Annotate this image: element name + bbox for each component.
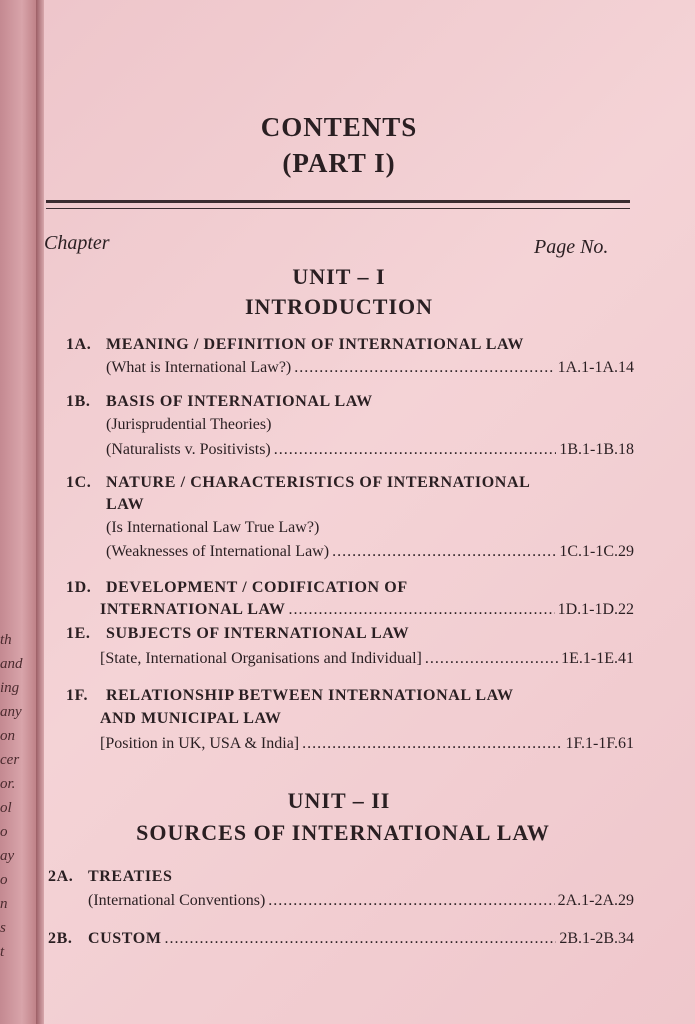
entry-number: 1F.: [66, 687, 89, 704]
entry-1b-title: [66, 393, 632, 411]
unit2-heading: UNIT – II: [287, 788, 391, 813]
entry-1f-title-cont: AND MUNICIPAL LAW: [100, 710, 282, 727]
entry-title-text: NATURE / CHARACTERISTICS OF INTERNATIONAL: [106, 474, 531, 491]
entry-subtitle-text: (International Conventions): [88, 892, 266, 909]
header-rule-thick: [46, 200, 630, 203]
entry-1c-subtitle-2: [106, 543, 634, 561]
entry-subtitle-text: (Weaknesses of International Law): [106, 543, 330, 560]
entry-number: 1D.: [66, 579, 92, 596]
entry-title-text: MEANING / DEFINITION OF INTERNATIONAL LAW: [106, 336, 524, 353]
left-page-fragment: ing: [0, 680, 20, 696]
entry-1d-title-cont: [100, 601, 634, 619]
entry-number: 2B.: [48, 930, 73, 947]
entry-2a-title: [48, 868, 632, 886]
dot-leader: [274, 441, 557, 459]
left-page-edge: [0, 0, 40, 1024]
dot-leader: [425, 650, 558, 668]
dot-leader: [302, 735, 562, 753]
left-page-fragment: on: [0, 728, 15, 744]
page-range: 1C.1-1C.29: [559, 543, 634, 560]
entry-subtitle-text: (Naturalists v. Positivists): [106, 441, 271, 458]
left-page-fragment: and: [0, 656, 23, 672]
left-page-fragment: o: [0, 872, 8, 888]
page-range: 1D.1-1D.22: [557, 601, 634, 618]
entry-1c-title-cont: LAW: [106, 496, 145, 513]
left-page-fragment: any: [0, 704, 22, 720]
dot-leader: [289, 601, 555, 619]
entry-2a-subtitle: [88, 892, 634, 910]
entry-1a-subtitle: [106, 359, 634, 377]
entry-title-text: SUBJECTS OF INTERNATIONAL LAW: [106, 625, 410, 642]
left-page-fragment: ay: [0, 848, 15, 864]
page-title: CONTENTS: [260, 112, 418, 142]
entry-title-text: CUSTOM: [88, 930, 162, 947]
page-range: 2A.1-2A.29: [557, 892, 634, 909]
unit2-subheading: SOURCES OF INTERNATIONAL LAW: [136, 820, 550, 845]
entry-1c-title: [66, 474, 632, 492]
left-page-fragment: ol: [0, 800, 12, 816]
entry-1e-title: [66, 625, 632, 643]
entry-subtitle-text: [Position in UK, USA & India]: [100, 735, 300, 752]
entry-title-text: INTERNATIONAL LAW: [100, 601, 286, 618]
page-range: 1F.1-1F.61: [565, 735, 634, 752]
page-range: 2B.1-2B.34: [559, 930, 634, 947]
dot-leader: [332, 543, 556, 561]
entry-1f-title: [66, 687, 632, 705]
header-rule-thin: [46, 208, 630, 209]
entry-title-text: RELATIONSHIP BETWEEN INTERNATIONAL LAW: [106, 687, 514, 704]
entry-1b-subtitle-2: [106, 441, 634, 459]
entry-number: 1B.: [66, 393, 91, 410]
chapter-column-label: Chapter: [44, 232, 110, 254]
entry-title-text: TREATIES: [88, 868, 173, 885]
entry-title-text: BASIS OF INTERNATIONAL LAW: [106, 393, 373, 410]
entry-1b-subtitle-1: (Jurisprudential Theories): [106, 416, 272, 433]
entry-1a-title: [66, 336, 632, 354]
entry-number: 1C.: [66, 474, 92, 491]
unit1-heading: UNIT – I: [292, 264, 386, 289]
dot-leader: [268, 892, 554, 910]
left-page-fragment: or.: [0, 776, 16, 792]
entry-number: 2A.: [48, 868, 74, 885]
entry-subtitle-text: [State, International Organisations and Individual]: [100, 650, 422, 667]
left-page-fragment: n: [0, 896, 8, 912]
entry-1f-subtitle: [100, 735, 634, 753]
page-range: 1A.1-1A.14: [557, 359, 634, 376]
left-page-fragment: o: [0, 824, 8, 840]
contents-page: [44, 0, 695, 1024]
entry-title-text: DEVELOPMENT / CODIFICATION OF: [106, 579, 408, 596]
left-page-fragment: cer: [0, 752, 20, 768]
left-page-fragment: t: [0, 944, 5, 960]
page-range: 1E.1-1E.41: [561, 650, 634, 667]
entry-2b-title: [48, 930, 634, 948]
entry-number: 1A.: [66, 336, 92, 353]
page-range: 1B.1-1B.18: [559, 441, 634, 458]
unit1-subheading: INTRODUCTION: [244, 294, 434, 319]
entry-1e-subtitle: [100, 650, 634, 668]
page-subtitle: (PART I): [282, 148, 396, 178]
left-page-fragment: th: [0, 632, 12, 648]
page-column-label: Page No.: [534, 236, 609, 258]
left-page-fragment: s: [0, 920, 6, 936]
entry-number: 1E.: [66, 625, 91, 642]
dot-leader: [294, 359, 554, 377]
dot-leader: [165, 930, 557, 948]
entry-subtitle-text: (What is International Law?): [106, 359, 292, 376]
entry-1c-subtitle-1: (Is International Law True Law?): [106, 519, 320, 536]
entry-1d-title: [66, 579, 632, 597]
